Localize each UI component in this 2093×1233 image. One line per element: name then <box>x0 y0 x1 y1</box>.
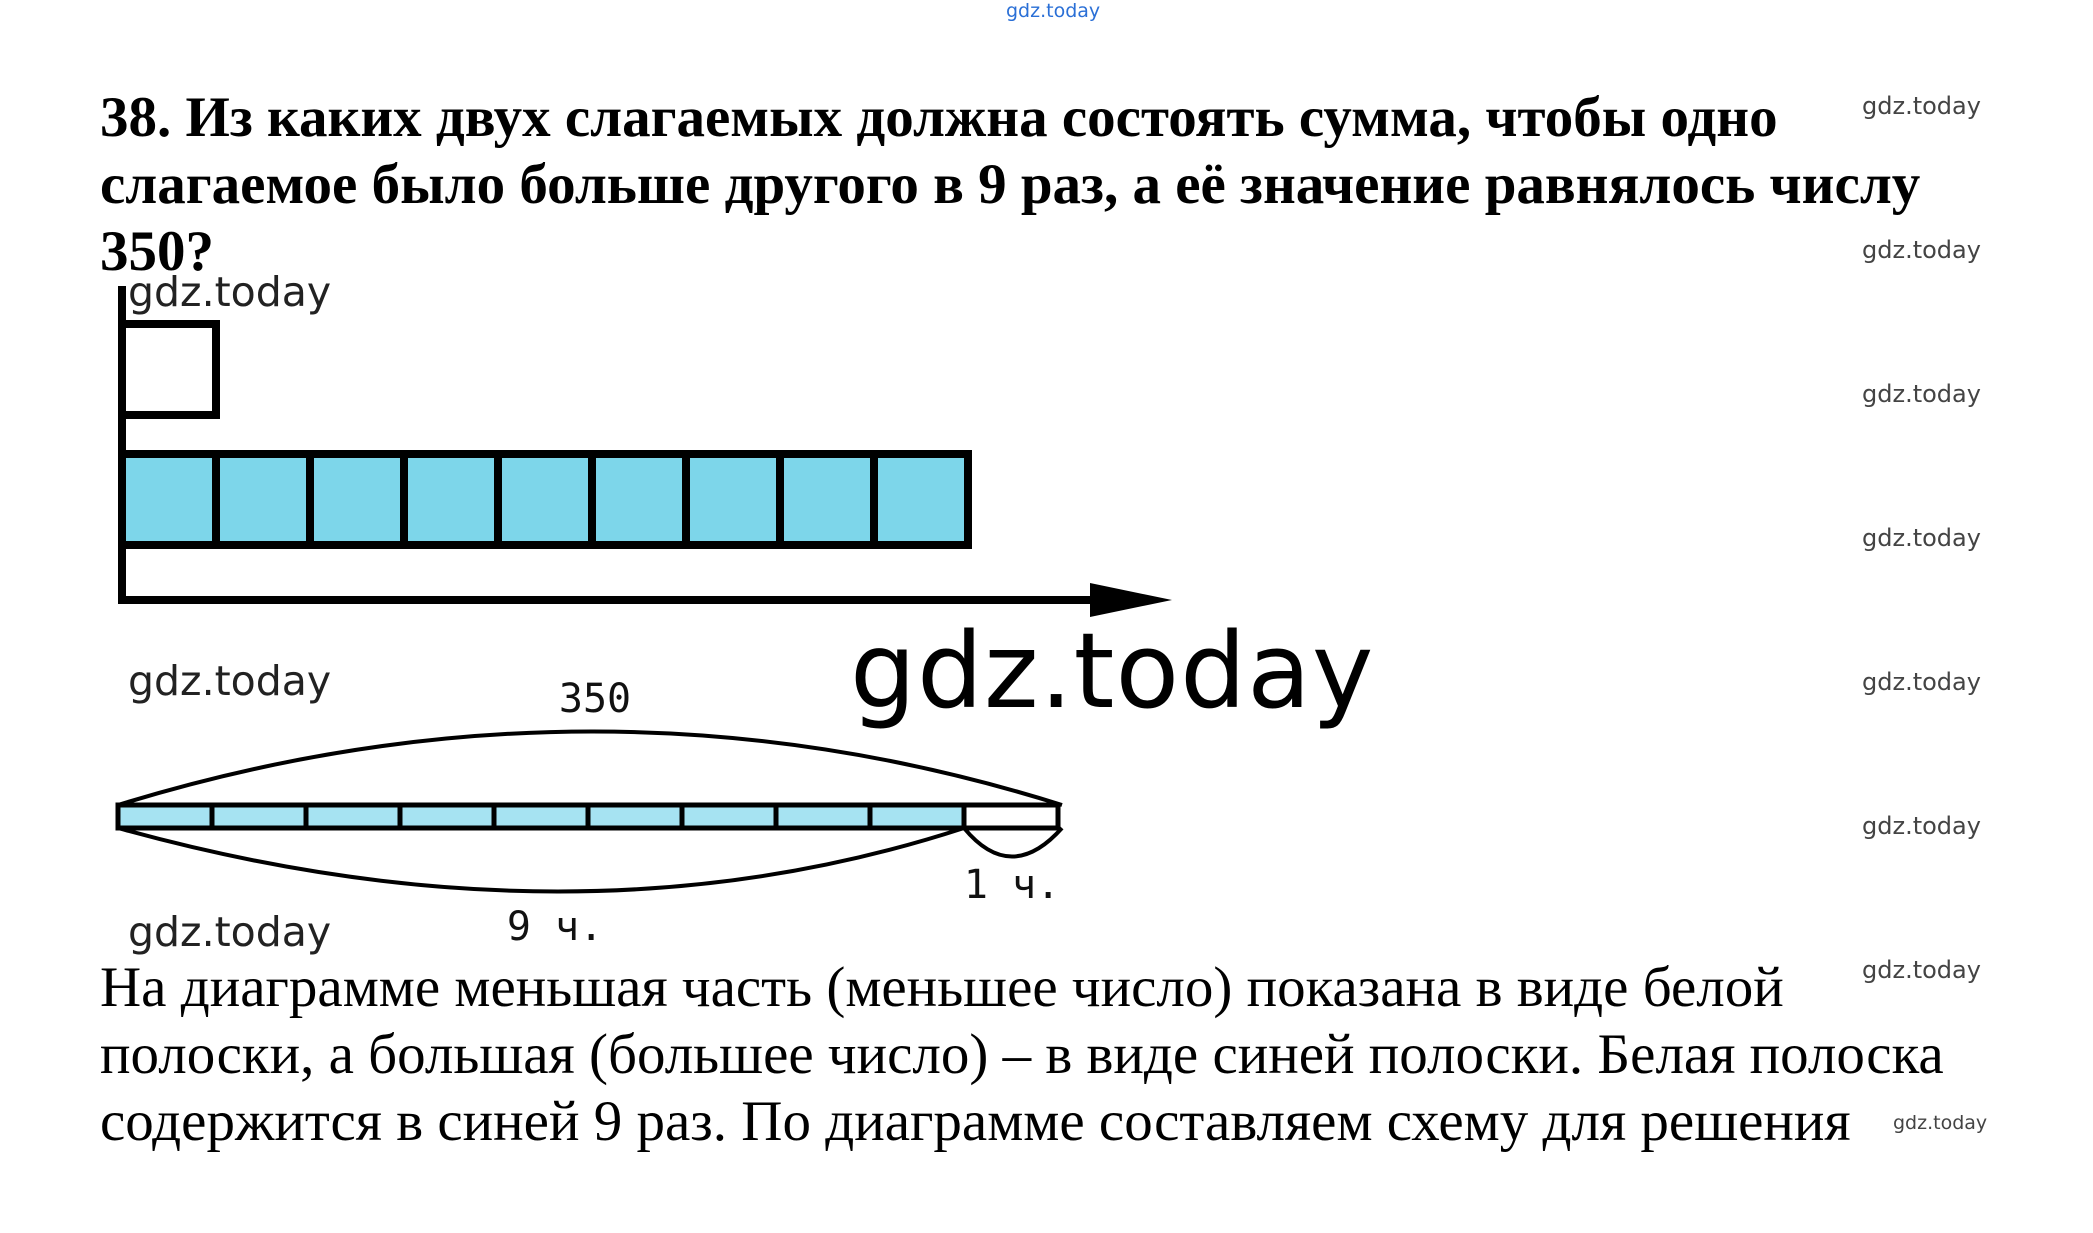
strip-blue-segment <box>400 805 494 828</box>
total-brace <box>118 732 1062 806</box>
strip-blue-segment <box>494 805 588 828</box>
strip-blue-segment <box>870 805 964 828</box>
blue-cell <box>686 454 780 545</box>
answer-line-3: содержится в синей 9 раз. По диаграмме составляем схему для решения <box>100 1090 1851 1153</box>
watermark-side: gdz.today <box>1862 956 1981 984</box>
answer-line-2: полоски, а большая (большее число) – в виде синей полоски. Белая полоска <box>100 1023 1944 1086</box>
segment-scheme <box>118 676 1062 950</box>
watermark-mid: gdz.today <box>128 657 332 705</box>
strip-blue-segment <box>212 805 306 828</box>
watermark-top: gdz.today <box>1006 0 1101 22</box>
segment-strip <box>118 805 1058 828</box>
strip-blue-segment <box>682 805 776 828</box>
watermark-mid: gdz.today <box>128 908 332 956</box>
watermark-side: gdz.today <box>1862 668 1981 696</box>
strip-blue-segment <box>306 805 400 828</box>
blue-cell <box>874 454 968 545</box>
small-part-brace <box>964 828 1062 857</box>
answer-line-1: На диаграмме меньшая часть (меньшее число) показана в виде белой <box>100 956 1784 1019</box>
watermark-side: gdz.today <box>1862 92 1981 120</box>
bar-diagram <box>118 286 1172 617</box>
big-part-label: 9 ч. <box>506 904 604 950</box>
watermark-small: gdz.today <box>1893 1112 1988 1134</box>
blue-cell <box>122 454 216 545</box>
task-line-3: 350? <box>100 220 214 283</box>
watermark-side: gdz.today <box>1862 380 1981 408</box>
strip-white-segment <box>964 805 1058 828</box>
watermark-big: gdz.today <box>850 610 1375 732</box>
blue-cell <box>310 454 404 545</box>
blue-cell <box>404 454 498 545</box>
strip-blue-segment <box>776 805 870 828</box>
blue-cell <box>592 454 686 545</box>
blue-cell <box>498 454 592 545</box>
strip-blue-segment <box>118 805 212 828</box>
small-part-label: 1 ч. <box>963 862 1061 908</box>
task-line-1: 38. Из каких двух слагаемых должна состоять сумма, чтобы одно <box>100 86 1778 149</box>
task-line-2: слагаемое было больше другого в 9 раз, а её значение равнялось числу <box>100 153 1921 216</box>
watermark-mid: gdz.today <box>128 268 332 316</box>
answer-text <box>100 954 2050 1155</box>
watermark-side: gdz.today <box>1862 524 1981 552</box>
big-part-brace <box>118 828 964 892</box>
watermark-side: gdz.today <box>1862 812 1981 840</box>
strip-blue-segment <box>588 805 682 828</box>
blue-cell <box>780 454 874 545</box>
blue-bar <box>122 454 968 545</box>
axis-arrow <box>1090 583 1172 617</box>
total-label: 350 <box>558 676 632 722</box>
small-square <box>122 324 216 415</box>
watermark-side: gdz.today <box>1862 236 1981 264</box>
blue-cell <box>216 454 310 545</box>
